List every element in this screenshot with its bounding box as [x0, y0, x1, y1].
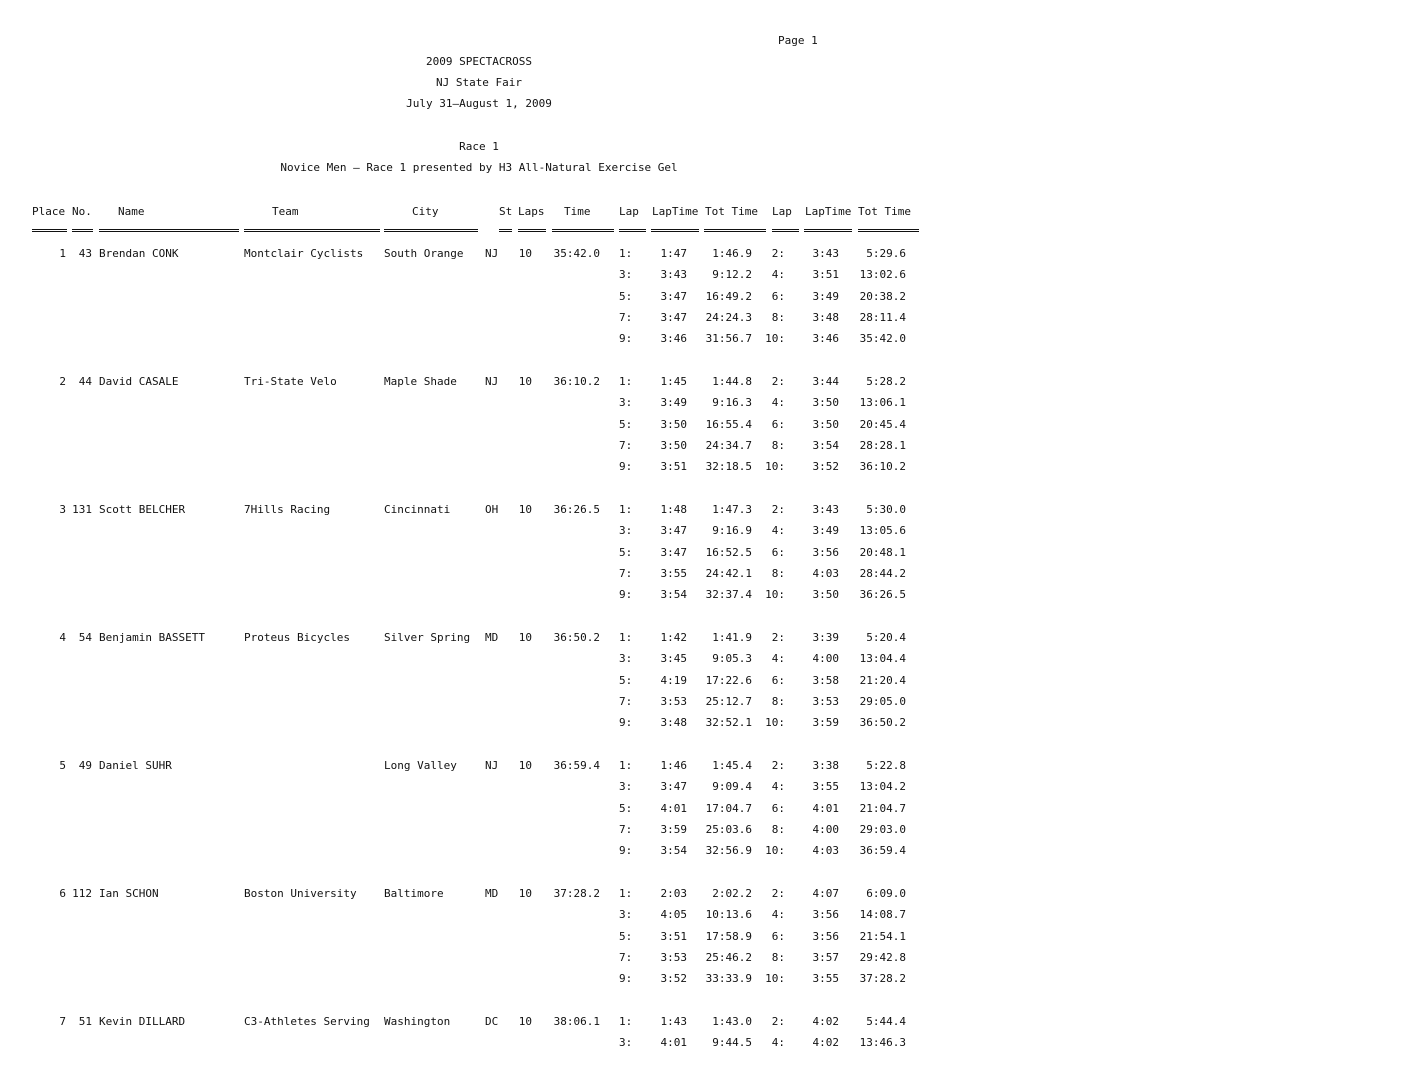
- lap-time: 3:53: [660, 695, 687, 708]
- lap-number: 6:: [771, 802, 785, 815]
- lap-time: 4:01: [660, 802, 687, 815]
- result-laps: 10: [518, 759, 532, 772]
- result-time: 36:50.2: [553, 631, 600, 644]
- total-time: 13:02.6: [859, 268, 906, 281]
- total-time: 9:16.3: [712, 396, 752, 409]
- total-time: 36:26.5: [859, 588, 906, 601]
- lap-number: 9:: [619, 460, 633, 473]
- lap-time: 4:03: [812, 844, 839, 857]
- lap-number: 7:: [619, 823, 633, 836]
- total-time: 20:38.2: [859, 290, 906, 303]
- result-st: MD: [485, 631, 499, 644]
- total-time: 25:03.6: [705, 823, 752, 836]
- result-st: NJ: [485, 375, 499, 388]
- result-st: MD: [485, 887, 499, 900]
- lap-number: 1:: [619, 503, 633, 516]
- lap-number: 7:: [619, 567, 633, 580]
- total-time: 17:58.9: [705, 930, 752, 943]
- col-header-no: No.: [72, 205, 92, 218]
- total-time: 13:06.1: [859, 396, 906, 409]
- result-city: South Orange: [384, 247, 464, 260]
- lap-number: 10:: [765, 460, 785, 473]
- header-rule: [772, 229, 799, 232]
- total-time: 24:34.7: [705, 439, 752, 452]
- total-time: 32:37.4: [705, 588, 752, 601]
- lap-time: 3:53: [812, 695, 839, 708]
- col-header-laptime-2: LapTime: [805, 205, 852, 218]
- total-time: 9:12.2: [712, 268, 752, 281]
- lap-number: 9:: [619, 972, 633, 985]
- lap-number: 1:: [619, 375, 633, 388]
- total-time: 25:46.2: [705, 951, 752, 964]
- result-name: Benjamin BASSETT: [99, 631, 205, 644]
- result-laps: 10: [518, 631, 532, 644]
- lap-time: 3:55: [812, 972, 839, 985]
- total-time: 5:30.0: [866, 503, 906, 516]
- event-title: 2009 SPECTACROSS: [426, 55, 532, 68]
- total-time: 16:49.2: [705, 290, 752, 303]
- result-place: 1: [59, 247, 66, 260]
- event-venue: NJ State Fair: [435, 76, 523, 89]
- lap-time: 3:50: [812, 588, 839, 601]
- lap-number: 3:: [619, 652, 633, 665]
- race-description: Novice Men – Race 1 presented by H3 All-Natural Exercise Gel: [280, 161, 678, 174]
- result-st: NJ: [485, 247, 499, 260]
- lap-time: 4:03: [812, 567, 839, 580]
- lap-number: 4:: [771, 396, 785, 409]
- result-city: Maple Shade: [384, 375, 457, 388]
- page-number: Page 1: [778, 34, 818, 47]
- total-time: 10:13.6: [705, 908, 752, 921]
- lap-time: 3:55: [660, 567, 687, 580]
- lap-time: 3:53: [660, 951, 687, 964]
- lap-time: 3:51: [660, 460, 687, 473]
- result-time: 36:59.4: [553, 759, 600, 772]
- lap-time: 3:47: [660, 311, 687, 324]
- result-no: 51: [78, 1015, 92, 1028]
- total-time: 13:04.2: [859, 780, 906, 793]
- total-time: 21:20.4: [859, 674, 906, 687]
- total-time: 6:09.0: [866, 887, 906, 900]
- total-time: 32:52.1: [705, 716, 752, 729]
- lap-time: 3:43: [812, 247, 839, 260]
- header-rule: [32, 229, 67, 232]
- result-no: 131: [72, 503, 92, 516]
- lap-time: 4:01: [812, 802, 839, 815]
- lap-number: 10:: [765, 716, 785, 729]
- lap-number: 4:: [771, 780, 785, 793]
- result-name: Daniel SUHR: [99, 759, 172, 772]
- result-place: 4: [59, 631, 66, 644]
- result-time: 38:06.1: [553, 1015, 600, 1028]
- total-time: 5:20.4: [866, 631, 906, 644]
- lap-time: 4:07: [812, 887, 839, 900]
- total-time: 5:28.2: [866, 375, 906, 388]
- header-rule: [518, 229, 546, 232]
- total-time: 28:44.2: [859, 567, 906, 580]
- col-header-place: Place: [32, 205, 66, 218]
- result-team: Tri-State Velo: [244, 375, 337, 388]
- result-city: Washington: [384, 1015, 451, 1028]
- lap-time: 4:05: [660, 908, 687, 921]
- result-name: Scott BELCHER: [99, 503, 186, 516]
- lap-time: 3:55: [812, 780, 839, 793]
- result-place: 3: [59, 503, 66, 516]
- total-time: 20:45.4: [859, 418, 906, 431]
- result-no: 112: [72, 887, 92, 900]
- lap-number: 8:: [771, 311, 785, 324]
- col-header-tottime-1: Tot Time: [705, 205, 758, 218]
- total-time: 13:05.6: [859, 524, 906, 537]
- lap-number: 5:: [619, 546, 633, 559]
- total-time: 37:28.2: [859, 972, 906, 985]
- lap-number: 8:: [771, 439, 785, 452]
- lap-number: 2:: [771, 503, 785, 516]
- lap-number: 1:: [619, 887, 633, 900]
- total-time: 16:52.5: [705, 546, 752, 559]
- lap-time: 3:59: [660, 823, 687, 836]
- total-time: 36:59.4: [859, 844, 906, 857]
- total-time: 32:56.9: [705, 844, 752, 857]
- total-time: 14:08.7: [859, 908, 906, 921]
- lap-time: 3:47: [660, 546, 687, 559]
- lap-time: 1:43: [660, 1015, 687, 1028]
- lap-time: 3:48: [812, 311, 839, 324]
- lap-number: 5:: [619, 674, 633, 687]
- lap-number: 4:: [771, 908, 785, 921]
- lap-time: 1:47: [660, 247, 687, 260]
- lap-time: 3:50: [660, 439, 687, 452]
- total-time: 31:56.7: [705, 332, 752, 345]
- header-rule: [99, 229, 239, 232]
- lap-number: 5:: [619, 930, 633, 943]
- lap-number: 4:: [771, 652, 785, 665]
- header-rule: [244, 229, 380, 232]
- result-team: 7Hills Racing: [244, 503, 331, 516]
- total-time: 17:22.6: [705, 674, 752, 687]
- lap-time: 3:38: [812, 759, 839, 772]
- lap-time: 3:45: [660, 652, 687, 665]
- lap-time: 3:52: [660, 972, 687, 985]
- lap-time: 4:00: [812, 823, 839, 836]
- lap-time: 3:54: [660, 588, 687, 601]
- lap-number: 8:: [771, 951, 785, 964]
- lap-number: 8:: [771, 823, 785, 836]
- lap-number: 3:: [619, 524, 633, 537]
- total-time: 20:48.1: [859, 546, 906, 559]
- header-rule: [804, 229, 852, 232]
- lap-number: 7:: [619, 439, 633, 452]
- total-time: 36:10.2: [859, 460, 906, 473]
- result-city: Silver Spring: [384, 631, 471, 644]
- result-laps: 10: [518, 1015, 532, 1028]
- lap-time: 3:57: [812, 951, 839, 964]
- total-time: 16:55.4: [705, 418, 752, 431]
- lap-number: 6:: [771, 546, 785, 559]
- lap-number: 4:: [771, 1036, 785, 1049]
- lap-number: 2:: [771, 631, 785, 644]
- lap-time: 3:50: [812, 418, 839, 431]
- lap-number: 5:: [619, 802, 633, 815]
- result-team: Montclair Cyclists: [244, 247, 364, 260]
- total-time: 29:42.8: [859, 951, 906, 964]
- lap-time: 2:03: [660, 887, 687, 900]
- lap-number: 1:: [619, 1015, 633, 1028]
- result-team: Proteus Bicycles: [244, 631, 350, 644]
- lap-time: 4:02: [812, 1015, 839, 1028]
- lap-time: 3:56: [812, 930, 839, 943]
- lap-number: 6:: [771, 290, 785, 303]
- result-city: Baltimore: [384, 887, 444, 900]
- total-time: 9:09.4: [712, 780, 752, 793]
- col-header-city: City: [412, 205, 439, 218]
- lap-time: 3:44: [812, 375, 839, 388]
- lap-number: 9:: [619, 716, 633, 729]
- total-time: 21:54.1: [859, 930, 906, 943]
- result-place: 5: [59, 759, 66, 772]
- header-rule: [858, 229, 919, 232]
- result-name: Brendan CONK: [99, 247, 179, 260]
- total-time: 25:12.7: [705, 695, 752, 708]
- result-laps: 10: [518, 503, 532, 516]
- lap-number: 6:: [771, 418, 785, 431]
- lap-number: 10:: [765, 972, 785, 985]
- lap-time: 1:46: [660, 759, 687, 772]
- lap-time: 3:52: [812, 460, 839, 473]
- result-place: 7: [59, 1015, 66, 1028]
- lap-time: 3:43: [812, 503, 839, 516]
- lap-time: 3:56: [812, 546, 839, 559]
- lap-number: 2:: [771, 759, 785, 772]
- lap-number: 10:: [765, 844, 785, 857]
- result-city: Cincinnati: [384, 503, 451, 516]
- result-laps: 10: [518, 375, 532, 388]
- lap-time: 3:54: [660, 844, 687, 857]
- lap-number: 9:: [619, 844, 633, 857]
- lap-number: 1:: [619, 247, 633, 260]
- lap-number: 3:: [619, 1036, 633, 1049]
- lap-time: 4:19: [660, 674, 687, 687]
- lap-time: 1:45: [660, 375, 687, 388]
- lap-time: 3:50: [812, 396, 839, 409]
- lap-time: 3:43: [660, 268, 687, 281]
- result-no: 49: [78, 759, 92, 772]
- col-header-laps: Laps: [518, 205, 545, 218]
- header-rule: [651, 229, 699, 232]
- lap-time: 3:39: [812, 631, 839, 644]
- col-header-name: Name: [118, 205, 145, 218]
- lap-time: 1:48: [660, 503, 687, 516]
- lap-time: 3:47: [660, 780, 687, 793]
- total-time: 13:04.4: [859, 652, 906, 665]
- lap-number: 9:: [619, 332, 633, 345]
- lap-time: 3:51: [660, 930, 687, 943]
- lap-number: 1:: [619, 631, 633, 644]
- total-time: 17:04.7: [705, 802, 752, 815]
- lap-time: 4:02: [812, 1036, 839, 1049]
- header-rule: [552, 229, 614, 232]
- total-time: 5:29.6: [866, 247, 906, 260]
- total-time: 35:42.0: [859, 332, 906, 345]
- result-st: NJ: [485, 759, 499, 772]
- col-header-tottime-2: Tot Time: [858, 205, 911, 218]
- race-number: Race 1: [459, 140, 499, 153]
- col-header-st: St: [499, 205, 513, 218]
- result-place: 2: [59, 375, 66, 388]
- total-time: 9:16.9: [712, 524, 752, 537]
- result-time: 35:42.0: [553, 247, 600, 260]
- lap-number: 3:: [619, 780, 633, 793]
- total-time: 21:04.7: [859, 802, 906, 815]
- result-no: 54: [78, 631, 92, 644]
- result-team: Boston University: [244, 887, 357, 900]
- lap-number: 8:: [771, 567, 785, 580]
- col-header-lap-2: Lap: [772, 205, 792, 218]
- result-no: 43: [78, 247, 92, 260]
- result-laps: 10: [518, 247, 532, 260]
- lap-time: 3:49: [812, 524, 839, 537]
- total-time: 24:24.3: [705, 311, 752, 324]
- header-rule: [384, 229, 478, 232]
- lap-number: 7:: [619, 951, 633, 964]
- total-time: 36:50.2: [859, 716, 906, 729]
- lap-number: 2:: [771, 887, 785, 900]
- lap-time: 3:58: [812, 674, 839, 687]
- total-time: 29:05.0: [859, 695, 906, 708]
- total-time: 1:47.3: [712, 503, 752, 516]
- result-time: 37:28.2: [553, 887, 600, 900]
- result-team: C3-Athletes Serving: [244, 1015, 370, 1028]
- lap-time: 3:46: [812, 332, 839, 345]
- lap-time: 4:01: [660, 1036, 687, 1049]
- lap-time: 3:49: [812, 290, 839, 303]
- total-time: 28:11.4: [859, 311, 906, 324]
- total-time: 28:28.1: [859, 439, 906, 452]
- lap-number: 7:: [619, 695, 633, 708]
- lap-number: 6:: [771, 674, 785, 687]
- lap-number: 1:: [619, 759, 633, 772]
- lap-time: 3:51: [812, 268, 839, 281]
- result-name: David CASALE: [99, 375, 179, 388]
- header-rule: [499, 229, 512, 232]
- total-time: 1:41.9: [712, 631, 752, 644]
- header-rule: [72, 229, 93, 232]
- total-time: 9:05.3: [712, 652, 752, 665]
- lap-time: 3:59: [812, 716, 839, 729]
- result-no: 44: [78, 375, 92, 388]
- total-time: 33:33.9: [705, 972, 752, 985]
- lap-time: 4:00: [812, 652, 839, 665]
- total-time: 5:44.4: [866, 1015, 906, 1028]
- col-header-team: Team: [272, 205, 299, 218]
- lap-number: 3:: [619, 268, 633, 281]
- lap-number: 8:: [771, 695, 785, 708]
- lap-number: 5:: [619, 290, 633, 303]
- total-time: 1:45.4: [712, 759, 752, 772]
- lap-number: 7:: [619, 311, 633, 324]
- event-dates: July 31–August 1, 2009: [406, 97, 552, 110]
- lap-number: 6:: [771, 930, 785, 943]
- lap-number: 10:: [765, 588, 785, 601]
- total-time: 2:02.2: [712, 887, 752, 900]
- col-header-laptime-1: LapTime: [652, 205, 699, 218]
- result-laps: 10: [518, 887, 532, 900]
- lap-number: 10:: [765, 332, 785, 345]
- lap-time: 3:54: [812, 439, 839, 452]
- lap-number: 4:: [771, 524, 785, 537]
- result-place: 6: [59, 887, 66, 900]
- result-name: Ian SCHON: [99, 887, 159, 900]
- lap-time: 3:48: [660, 716, 687, 729]
- result-st: DC: [485, 1015, 499, 1028]
- col-header-time: Time: [564, 205, 591, 218]
- lap-number: 4:: [771, 268, 785, 281]
- result-st: OH: [485, 503, 499, 516]
- lap-number: 3:: [619, 908, 633, 921]
- lap-time: 3:56: [812, 908, 839, 921]
- lap-number: 9:: [619, 588, 633, 601]
- lap-time: 3:50: [660, 418, 687, 431]
- lap-time: 3:46: [660, 332, 687, 345]
- result-time: 36:10.2: [553, 375, 600, 388]
- lap-number: 3:: [619, 396, 633, 409]
- result-time: 36:26.5: [553, 503, 600, 516]
- result-name: Kevin DILLARD: [99, 1015, 186, 1028]
- lap-number: 5:: [619, 418, 633, 431]
- total-time: 1:44.8: [712, 375, 752, 388]
- lap-time: 3:47: [660, 524, 687, 537]
- total-time: 13:46.3: [859, 1036, 906, 1049]
- lap-number: 2:: [771, 247, 785, 260]
- total-time: 29:03.0: [859, 823, 906, 836]
- total-time: 5:22.8: [866, 759, 906, 772]
- header-rule: [704, 229, 766, 232]
- total-time: 24:42.1: [705, 567, 752, 580]
- lap-time: 3:47: [660, 290, 687, 303]
- header-rule: [619, 229, 646, 232]
- total-time: 1:43.0: [712, 1015, 752, 1028]
- lap-time: 1:42: [660, 631, 687, 644]
- total-time: 1:46.9: [712, 247, 752, 260]
- col-header-lap-1: Lap: [619, 205, 639, 218]
- result-city: Long Valley: [384, 759, 457, 772]
- total-time: 32:18.5: [705, 460, 752, 473]
- lap-number: 2:: [771, 1015, 785, 1028]
- total-time: 9:44.5: [712, 1036, 752, 1049]
- lap-time: 3:49: [660, 396, 687, 409]
- lap-number: 2:: [771, 375, 785, 388]
